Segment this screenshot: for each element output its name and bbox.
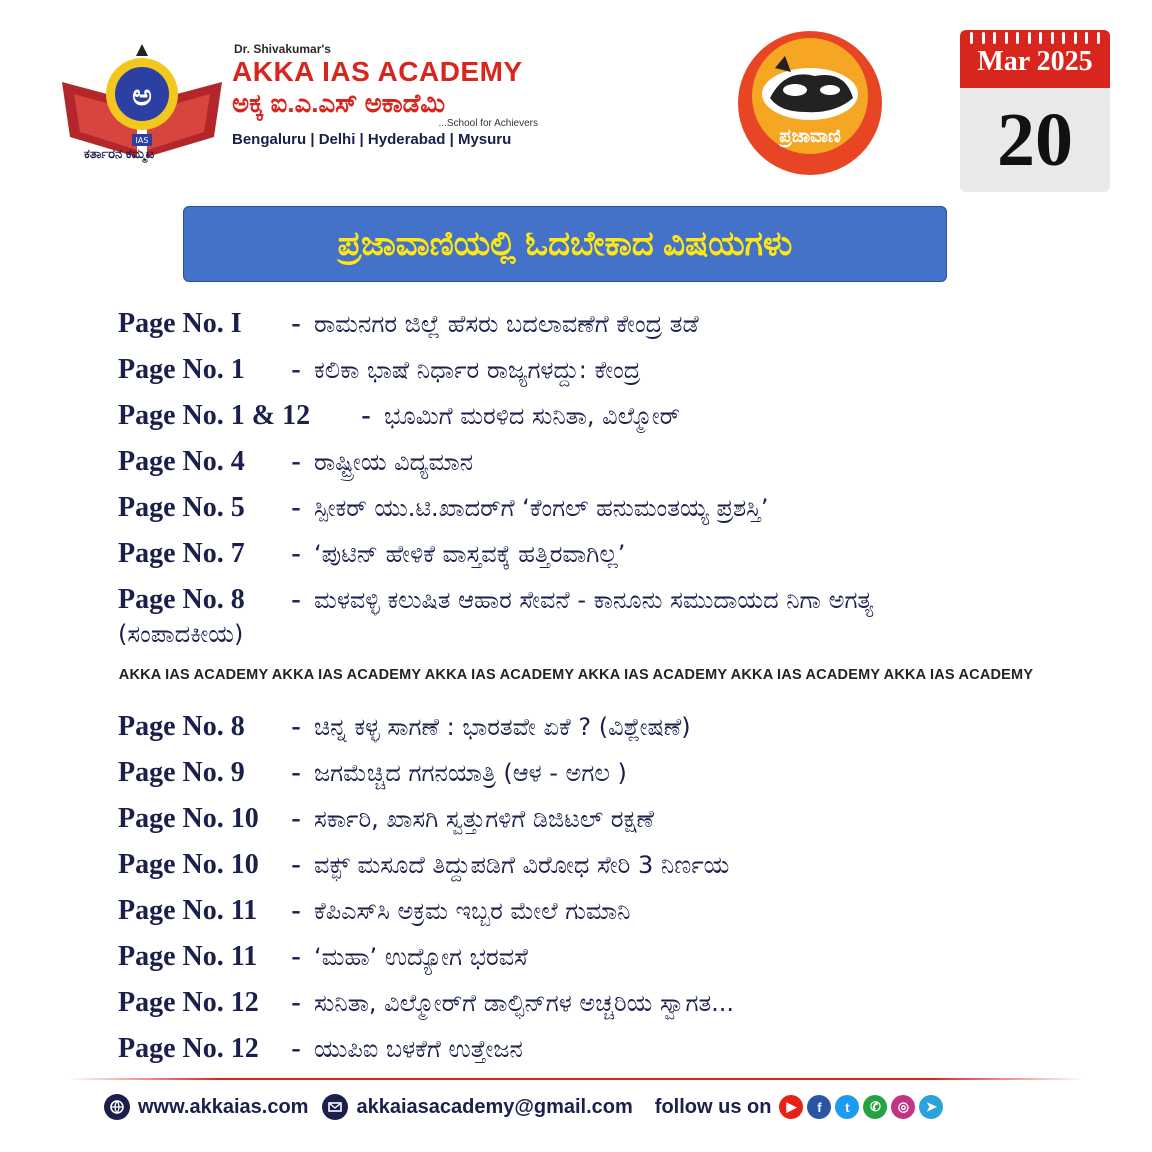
page-number: Page No. 1 [118, 354, 245, 385]
calendar-month: Mar 2025 [977, 46, 1093, 77]
list-item [118, 934, 1128, 980]
topic-text: ಯುಪಿಐ ಬಳಕೆಗೆ ಉತ್ತೇಜನ [314, 1035, 523, 1063]
calendar-rings [970, 32, 1100, 44]
separator: - [291, 711, 301, 742]
instagram-icon[interactable]: ◎ [891, 1095, 915, 1119]
topic-text: ರಾಮನಗರ ಜಿಲ್ಲೆ ಹೆಸರು ಬದಲಾವಣೆಗೆ ಕೇಂದ್ರ ತಡೆ [314, 310, 699, 338]
page-number: Page No. 10 [118, 849, 259, 880]
topic-text: ರಾಷ್ಟ್ರೀಯ ವಿದ್ಯಮಾನ [314, 448, 474, 476]
prajavani-name: ಪ್ರಜಾವಾಣಿ [779, 126, 841, 146]
page-number: Page No. 8 [118, 584, 245, 615]
title-banner: ಪ್ರಜಾವಾಣಿಯಲ್ಲಿ ಓದಬೇಕಾದ ವಿಷಯಗಳು [183, 206, 947, 282]
watermark-strip: AKKA IAS ACADEMY AKKA IAS ACADEMY AKKA IAS ACADEMY AKKA IAS ACADEMY AKKA IAS ACADEMY AKKA IAS ACADEMY [118, 667, 1034, 683]
separator: - [291, 987, 301, 1018]
founder-name: Dr. Shivakumar's [234, 42, 331, 56]
topic-text: ‘ಮಹಾ’ ಉದ್ಯೋಗ ಭರವಸೆ [314, 943, 528, 971]
academy-name: AKKA IAS ACADEMY [232, 56, 523, 87]
topic-text: ಭೂಮಿಗೆ ಮರಳಿದ ಸುನಿತಾ, ವಿಲ್ಮೋರ್ [384, 402, 681, 430]
youtube-icon[interactable]: ▶ [779, 1095, 803, 1119]
email-link[interactable]: akkaiasacademy@gmail.com [356, 1095, 633, 1118]
whatsapp-icon[interactable]: ✆ [863, 1095, 887, 1119]
globe-icon [104, 1094, 130, 1120]
page-number: Page No. 12 [118, 1033, 259, 1064]
separator: - [291, 895, 301, 926]
topics-list-bottom [118, 704, 1128, 1072]
separator: - [291, 1033, 301, 1064]
list-item [118, 347, 1128, 393]
academy-header [232, 42, 562, 148]
page-number: Page No. 4 [118, 446, 245, 477]
page-number: Page No. 8 [118, 711, 245, 742]
prajavani-logo [735, 28, 885, 178]
topic-text: ವಕ್ಫ್ ಮಸೂದೆ ತಿದ್ದುಪಡಿಗೆ ವಿರೋಧ ಸೇರಿ 3 ನಿರ್ಣಯ [314, 851, 730, 879]
list-item [118, 485, 1128, 531]
page-number: Page No. I [118, 308, 242, 339]
separator: - [291, 941, 301, 972]
topic-text: ಕೆಪಿಎಸ್‌ಸಿ ಅಕ್ರಮ ಇಬ್ಬರ ಮೇಲೆ ಗುಮಾನಿ [314, 897, 631, 925]
list-item [118, 980, 1128, 1026]
page-number: Page No. 11 [118, 895, 258, 926]
website-link[interactable]: www.akkaias.com [138, 1095, 309, 1118]
page-number: Page No. 12 [118, 987, 259, 1018]
page-number: Page No. 5 [118, 492, 245, 523]
topic-text: ಜಗಮೆಚ್ಚಿದ ಗಗನಯಾತ್ರಿ (ಆಳ - ಅಗಲ ) [314, 759, 627, 787]
telegram-icon[interactable]: ➤ [919, 1095, 943, 1119]
topic-text: ‘ಪುಟಿನ್ ಹೇಳಿಕೆ ವಾಸ್ತವಕ್ಕೆ ಹತ್ತಿರವಾಗಿಲ್ಲ’ [314, 540, 626, 568]
topics-list-top [118, 301, 1128, 651]
separator: - [291, 492, 301, 523]
svg-text:ಅ: ಅ [132, 78, 152, 113]
logo-tagline: ಕರ್ತಾರನ ಕಮ್ಮಟ [84, 146, 155, 161]
topic-text: ಸುನಿತಾ, ವಿಲ್ಮೋರ್‌ಗೆ ಡಾಲ್ಫಿನ್‌ಗಳ ಅಚ್ಚರಿಯ ಸ್ವಾಗತ... [314, 989, 735, 1017]
separator: - [291, 584, 301, 615]
topic-text: ಮಳವಳ್ಳಿ ಕಲುಷಿತ ಆಹಾರ ಸೇವನೆ - ಕಾನೂನು ಸಮುದಾಯದ ನಿಗಾ ಅಗತ್ಯ [314, 586, 874, 614]
topic-text: ಕಲಿಕಾ ಭಾಷೆ ನಿರ್ಧಾರ ರಾಜ್ಯಗಳದ್ದು: ಕೇಂದ್ರ [314, 356, 641, 384]
follow-label: follow us on [654, 1095, 772, 1118]
separator: - [361, 400, 371, 431]
facebook-icon[interactable]: f [807, 1095, 831, 1119]
topic-text: ಸರ್ಕಾರಿ, ಖಾಸಗಿ ಸ್ವತ್ತುಗಳಿಗೆ ಡಿಜಿಟಲ್ ರಕ್ಷಣೆ [314, 805, 654, 833]
list-item [118, 439, 1128, 485]
list-item [118, 1026, 1128, 1072]
topic-text: ಚಿನ್ನ ಕಳ್ಳ ಸಾಗಣೆ : ಭಾರತವೇ ಏಕೆ ? (ವಿಶ್ಲೇಷಣೆ) [314, 713, 691, 741]
separator: - [291, 803, 301, 834]
page-number: Page No. 7 [118, 538, 245, 569]
list-item [118, 531, 1128, 577]
list-item [118, 750, 1128, 796]
academy-tagline: ...School for Achievers [438, 118, 538, 129]
list-item [118, 842, 1128, 888]
list-item [118, 301, 1128, 347]
separator: - [291, 757, 301, 788]
list-item [118, 393, 1128, 439]
page-number: Page No. 11 [118, 941, 258, 972]
separator: - [291, 538, 301, 569]
list-item [118, 796, 1128, 842]
separator: - [291, 849, 301, 880]
separator: - [291, 354, 301, 385]
calendar-day: 20 [997, 98, 1073, 182]
page-number: Page No. 10 [118, 803, 259, 834]
separator: - [291, 308, 301, 339]
social-links [779, 1095, 943, 1119]
separator: - [291, 446, 301, 477]
page-number: Page No. 9 [118, 757, 245, 788]
topic-continuation: (ಸಂಪಾದಕೀಯ) [118, 620, 244, 648]
topic-text: ಸ್ಪೀಕರ್ ಯು.ಟಿ.ಖಾದರ್‌ಗೆ ‘ಕೆಂಗಲ್ ಹನುಮಂತಯ್ಯ ಪ್ರಶಸ್ತಿ’ [314, 494, 769, 522]
academy-name-kannada: ಅಕ್ಕ ಐ.ಎ.ಎಸ್ ಅಕಾಡೆಮಿ [232, 88, 446, 118]
twitter-icon[interactable]: t [835, 1095, 859, 1119]
footer-divider [68, 1078, 1084, 1080]
page-number: Page No. 1 & 12 [118, 400, 311, 431]
date-calendar [960, 30, 1110, 192]
email-icon [322, 1094, 348, 1120]
ias-badge-text: IAS [135, 136, 149, 145]
list-item [118, 888, 1128, 934]
footer [104, 1092, 943, 1122]
academy-cities: Bengaluru | Delhi | Hyderabad | Mysuru [232, 131, 512, 148]
list-item [118, 704, 1128, 750]
